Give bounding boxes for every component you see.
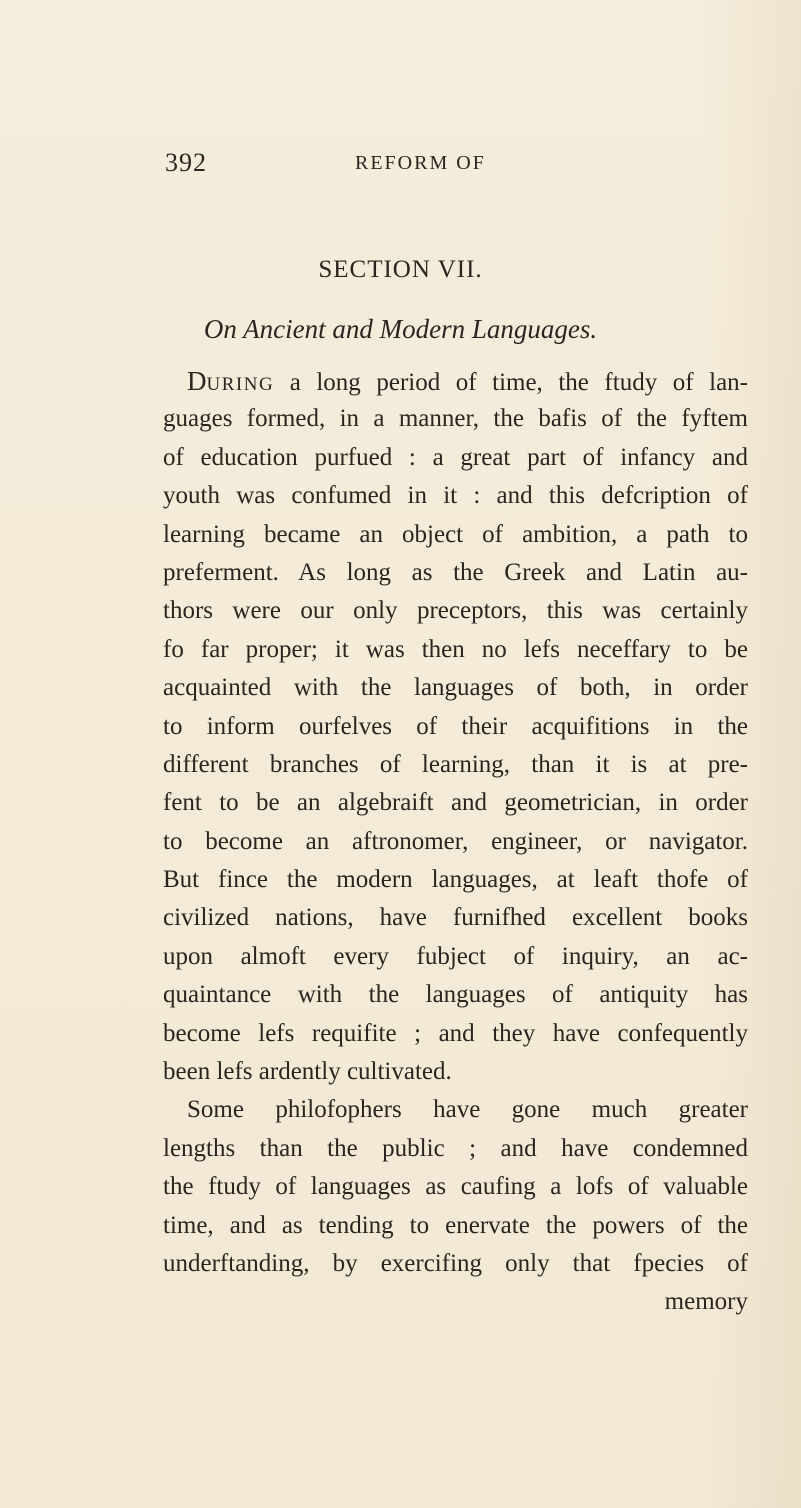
text-line: lengths than the public ; and have condemned [163, 1134, 748, 1162]
text-line: underftanding, by exercifing only that fpecies of [163, 1249, 748, 1277]
body-text [163, 362, 748, 1322]
text-line: But fince the modern languages, at leaft thofe of [163, 866, 748, 894]
text-line: time, and as tending to enervate the powers of the [163, 1211, 748, 1239]
page-number: 392 [165, 148, 207, 177]
text-line: guages formed, in a manner, the bafis of the fyftem [163, 405, 748, 433]
text-line: fo far proper; it was then no lefs neceffary to be [163, 635, 748, 663]
running-title: REFORM OF [355, 152, 486, 174]
running-head [165, 148, 685, 182]
text-line: different branches of learning, than it is at pre- [163, 750, 748, 778]
section-heading: SECTION VII. [318, 256, 483, 283]
paragraph-first-line [163, 362, 748, 400]
section-subtitle: On Ancient and Modern Languages. [203, 314, 598, 344]
text-line: thors were our only preceptors, this was certainly [163, 597, 748, 625]
text-line: become lefs requifite ; and they have confequently [163, 1019, 748, 1047]
text-line: youth was confumed in it : and this defcription of [163, 482, 748, 510]
catchword: memory [664, 1288, 748, 1316]
text-line: preferment. As long as the Greek and Latin au- [163, 558, 748, 586]
first-line-text: a long period of time, the ftudy of lan- [274, 369, 748, 396]
text-line: been lefs ardently cultivated. [163, 1058, 452, 1086]
text-line: civilized nations, have furnifhed excellent books [163, 904, 748, 932]
text-line: learning became an object of ambition, a path to [163, 520, 748, 548]
small-caps-word: URING [206, 374, 275, 395]
text-line: upon almoft every fubject of inquiry, an ac- [163, 942, 748, 970]
text-line: the ftudy of languages as caufing a lofs of valuable [163, 1173, 748, 1201]
text-line: acquainted with the languages of both, in order [163, 674, 748, 702]
text-line: to inform ourfelves of their acquifitions in the [163, 712, 748, 740]
text-line: Some philofophers have gone much greater [187, 1096, 748, 1124]
text-line: quaintance with the languages of antiquity has [163, 981, 748, 1009]
text-line: of education purfued : a great part of infancy and [163, 443, 748, 471]
text-line: to become an aftronomer, engineer, or navigator. [163, 827, 748, 855]
text-line: fent to be an algebraift and geometrician, in order [163, 789, 748, 817]
drop-initial: D [187, 366, 207, 396]
